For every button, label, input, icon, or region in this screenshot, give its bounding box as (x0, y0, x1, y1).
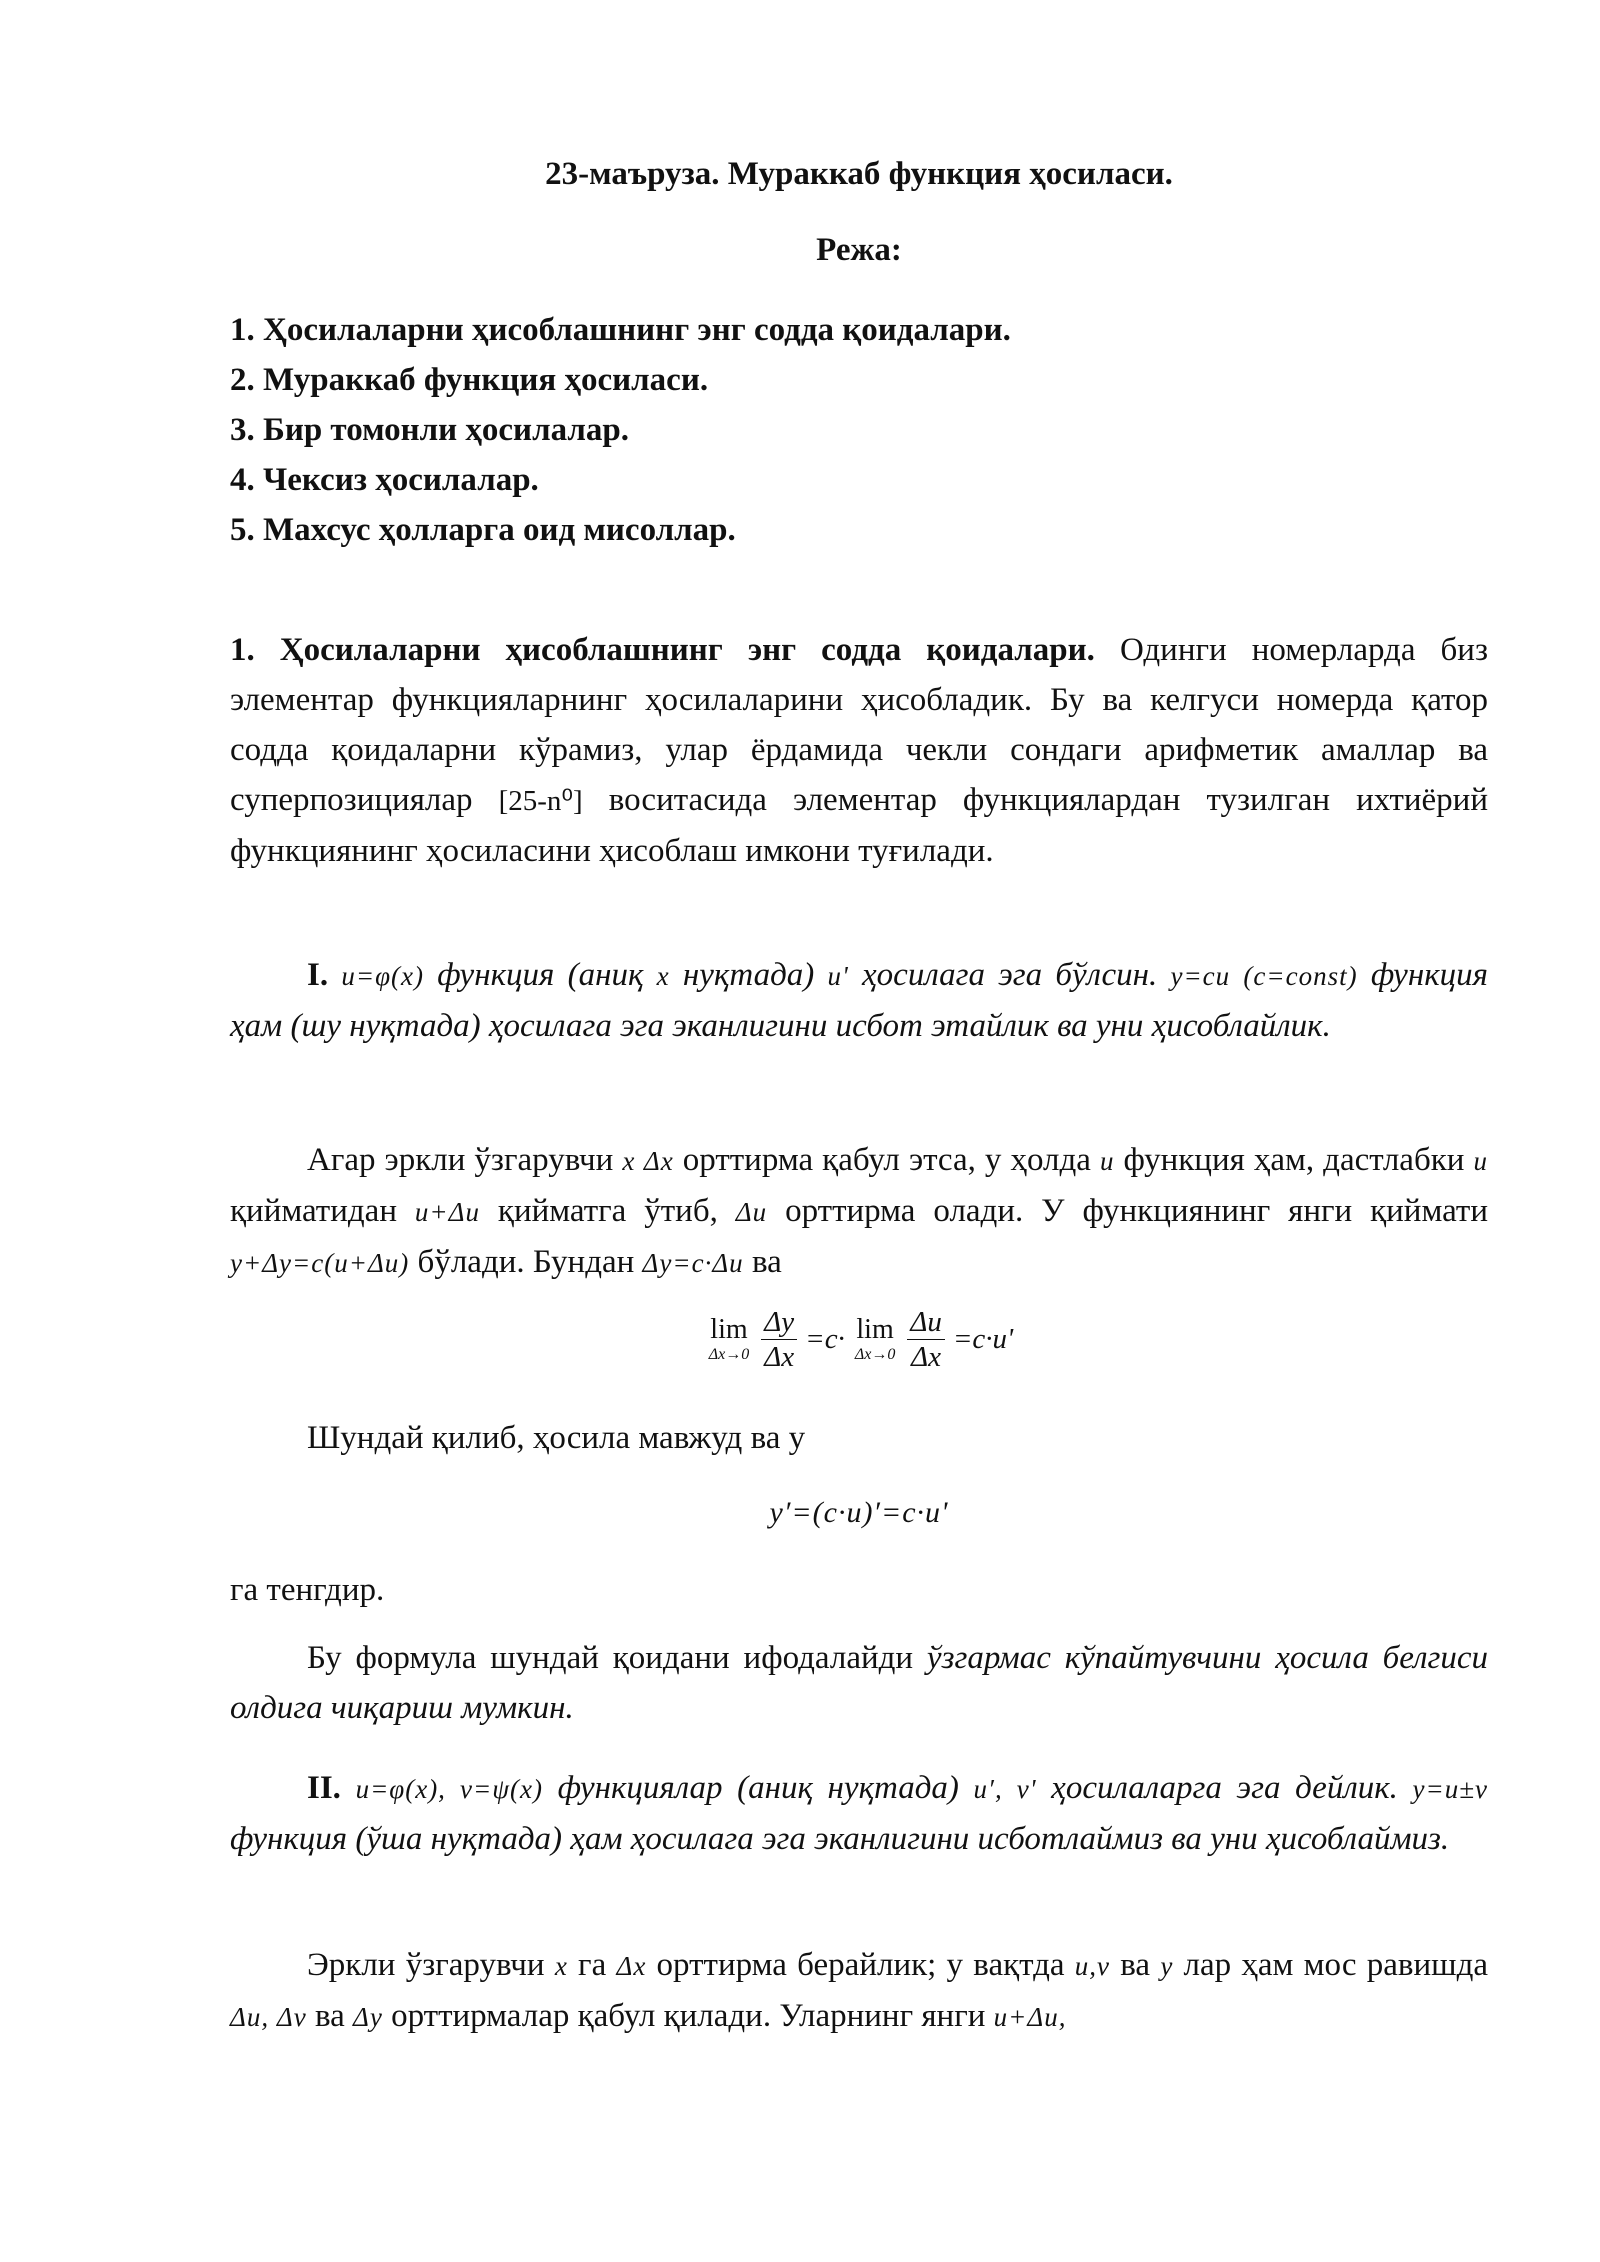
rule-label: I. (307, 957, 329, 993)
fraction-denominator: Δx (911, 1341, 942, 1373)
text-run: Бу формула шундай қоидани ифодалайди (307, 1640, 927, 1676)
paragraph-constant-rule (230, 1633, 1488, 1733)
text-run: га (567, 1947, 617, 1983)
fraction-denominator: Δx (764, 1341, 795, 1373)
fraction (761, 1305, 797, 1374)
text-run: қийматга ўтиб, (479, 1193, 736, 1229)
plan-item: 2. Мураккаб функция ҳосиласи. (230, 362, 709, 398)
text-run: функция (аниқ (423, 957, 657, 993)
text-run: ҳосилага эга бўлсин. (848, 957, 1171, 993)
plan-list (230, 305, 1011, 555)
limit-formula (230, 1305, 1488, 1374)
reference-bracket: [25-n⁰] (498, 785, 583, 817)
text-run: Эркли ўзгарувчи (307, 1947, 555, 1983)
fraction-numerator: Δy (761, 1305, 797, 1340)
math-expr: y (1160, 1951, 1174, 1981)
limit-operator (709, 1315, 750, 1365)
text-run: орттирмалар қабул қилади. Уларнинг янги (382, 1998, 994, 2034)
paragraph-increments-uv (230, 1940, 1488, 2042)
math-expr: Δy (352, 2002, 383, 2032)
text-run: Агар эркли ўзгарувчи (307, 1142, 623, 1178)
paragraph-rule-one (230, 950, 1488, 1051)
text-run: лар ҳам мос равишда (1173, 1947, 1489, 1983)
text-run: орттирма берайлик; у вақтда (646, 1947, 1075, 1983)
math-expr: Δu, Δv (230, 2002, 307, 2032)
math-expr: Δx (616, 1951, 647, 1981)
text-run: ва (1110, 1947, 1161, 1983)
plan-item: 5. Махсус ҳолларга оид мисоллар. (230, 512, 736, 548)
rule-label: II. (307, 1770, 341, 1806)
formula-operator: =c·u' (952, 1323, 1014, 1355)
math-expr: Δu (735, 1197, 768, 1227)
lim-subscript: Δx→0 (854, 1345, 896, 1363)
math-expr: u (1099, 1146, 1115, 1176)
plan-item: 3. Бир томонли ҳосилалар. (230, 412, 629, 448)
math-expr: x (656, 961, 670, 991)
text-run: воситасида элементар функциялардан тузилган ихтиёрий функциянинг ҳосиласини ҳисоблаш имкони туғилади. (230, 782, 1488, 869)
lecture-title: 23-маъруза. Мураккаб функция ҳосиласи. (545, 156, 1173, 192)
math-expr: u+Δu (414, 1197, 480, 1227)
math-expr: u,v (1074, 1951, 1111, 1981)
paragraph-derivative-exists: Шундай қилиб, ҳосила мавжуд ва у (307, 1420, 806, 1456)
plan-item: 1. Ҳосилаларни ҳисоблашнинг энг содда қоидалари. (230, 312, 1011, 348)
lim-label: lim (856, 1313, 894, 1345)
math-expr: u+Δu, (993, 2002, 1067, 2032)
text-run: ҳосилаларга эга дейлик. (1036, 1770, 1413, 1806)
formula-operator: =c· (805, 1323, 845, 1355)
math-expr: u=φ(x) (341, 961, 424, 991)
lim-label: lim (710, 1313, 748, 1345)
paragraph-simple-rules (230, 625, 1488, 876)
math-expr: u' (827, 961, 849, 991)
text-run: Одинги номерларда биз элементар функцияларнинг ҳосилаларини ҳисобладик. Бу ва келгуси номерда қатор содда қоидаларни кўрамиз, улар ёрдамида чекли сондаги арифметик амаллар ва суперпозициялар (230, 632, 1488, 818)
paragraph-rule-two (230, 1763, 1488, 1864)
text-run: функция ҳам, дастлабки (1114, 1142, 1474, 1178)
math-expr: x (554, 1951, 568, 1981)
text-run: нуқтада) (669, 957, 828, 993)
limit-operator (855, 1315, 896, 1365)
paragraph-equals: га тенгдир. (230, 1572, 385, 1608)
text-run: ва (306, 1998, 353, 2034)
math-expr: y+Δy=c(u+Δu) (230, 1248, 410, 1278)
paragraph-increment (230, 1135, 1488, 1288)
lim-subscript: Δx→0 (708, 1345, 750, 1363)
section-heading: 1. Ҳосилаларни ҳисоблашнинг энг содда қоидалари. (230, 632, 1095, 668)
fraction (907, 1305, 945, 1374)
math-expr: y=u±v (1412, 1774, 1489, 1804)
math-expr: u=φ(x), v=ψ(x) (355, 1774, 543, 1804)
derivative-formula: y′=(c·u)′=c·u' (769, 1496, 949, 1529)
text-run: функциялар (аниқ нуқтада) (543, 1770, 974, 1806)
fraction-numerator: Δu (907, 1305, 945, 1340)
math-expr: u (1473, 1146, 1488, 1176)
math-expr: u′, v' (973, 1774, 1037, 1804)
plan-item: 4. Чексиз ҳосилалар. (230, 462, 539, 498)
plan-heading: Режа: (816, 232, 902, 268)
math-expr: y=cu (1170, 961, 1231, 991)
text-run: орттирма қабул этса, у ҳолда (673, 1142, 1100, 1178)
text-run: функция (ўша нуқтада) ҳам ҳосилага эга эканлигини исботлаймиз ва уни ҳисоблаймиз. (230, 1821, 1450, 1857)
math-expr: Δy=c·Δu (642, 1248, 744, 1278)
text-run: орттирма олади. У функциянинг янги қиймати (767, 1193, 1489, 1229)
text-run: ва (743, 1244, 782, 1280)
text-run: қийматидан (230, 1193, 415, 1229)
text-run: функция ҳам (шу нуқтада) ҳосилага эга эканлигини исбот этайлик ва уни ҳисоблайлик. (230, 957, 1488, 1044)
math-expr: x Δx (622, 1146, 674, 1176)
text-run: бўлади. Бундан (409, 1244, 643, 1280)
math-expr: (c=const) (1243, 961, 1358, 991)
emphasized-rule: ўзгармас кўпайтувчини ҳосила белгиси олдига чиқариш мумкин. (230, 1640, 1488, 1726)
limit-expression (705, 1305, 1014, 1374)
